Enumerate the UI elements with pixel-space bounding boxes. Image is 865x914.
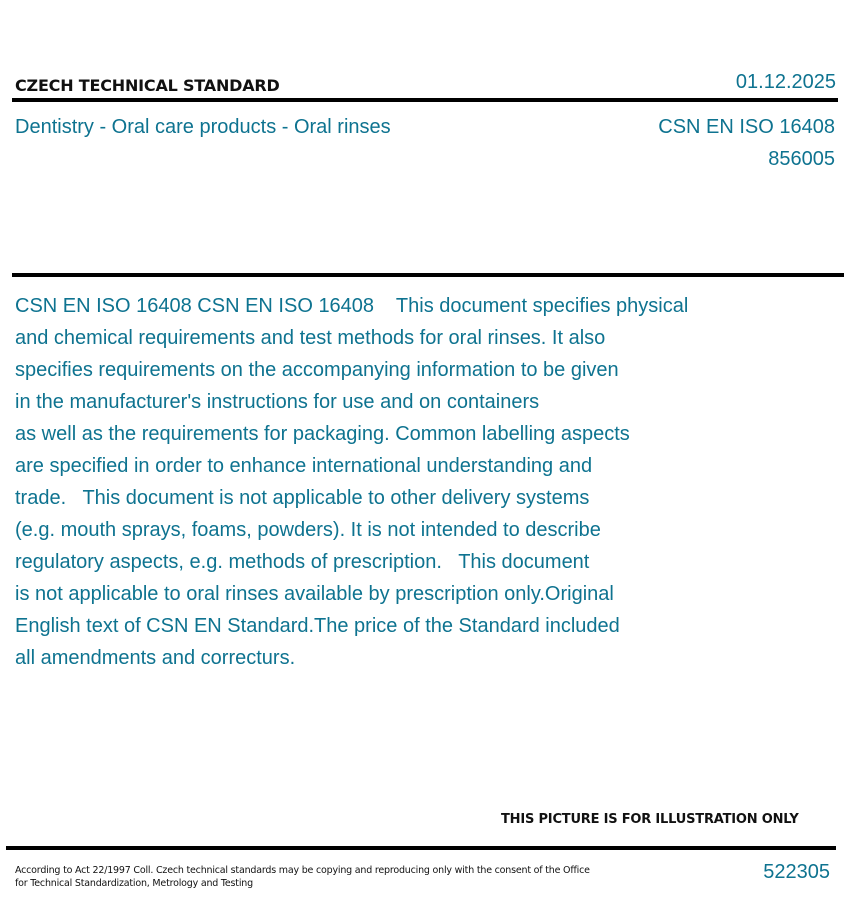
legal-line: for Technical Standardization, Metrology and Testing [15, 878, 253, 889]
illustration-note: THIS PICTURE IS FOR ILLUSTRATION ONLY [501, 812, 799, 827]
abstract-line: is not applicable to oral rinses available by prescription only.Original [15, 583, 614, 605]
document-title: Dentistry - Oral care products - Oral rinses [15, 116, 391, 138]
abstract-line: in the manufacturer's instructions for use and on containers [15, 391, 540, 413]
abstract-line: as well as the requirements for packaging. Common labelling aspects [15, 423, 630, 445]
bottom-divider [6, 846, 836, 850]
legal-line: According to Act 22/1997 Coll. Czech technical standards may be copying and reproducing only with the consent of the Office [15, 865, 590, 876]
middle-divider [12, 273, 844, 277]
abstract-line: trade. This document is not applicable to other delivery systems [15, 487, 590, 509]
standard-number: CSN EN ISO 16408 [658, 116, 835, 138]
abstract-text [15, 290, 795, 674]
abstract-line: CSN EN ISO 16408 CSN EN ISO 16408 This document specifies physical [15, 295, 689, 317]
top-divider [12, 98, 838, 102]
abstract-line: and chemical requirements and test methods for oral rinses. It also [15, 327, 606, 349]
abstract-line: specifies requirements on the accompanying information to be given [15, 359, 619, 381]
legal-notice [15, 864, 590, 890]
abstract-line: all amendments and correcturs. [15, 647, 296, 669]
abstract-line: (e.g. mouth sprays, foams, powders). It is not intended to describe [15, 519, 601, 541]
classification-code: 856005 [768, 148, 835, 170]
publication-date: 01.12.2025 [735, 71, 836, 93]
abstract-line: regulatory aspects, e.g. methods of prescription. This document [15, 551, 590, 573]
abstract-line: are specified in order to enhance international understanding and [15, 455, 593, 477]
standard-type-heading: CZECH TECHNICAL STANDARD [15, 76, 280, 95]
abstract-line: English text of CSN EN Standard.The price of the Standard included [15, 615, 620, 637]
document-id: 522305 [763, 861, 830, 883]
